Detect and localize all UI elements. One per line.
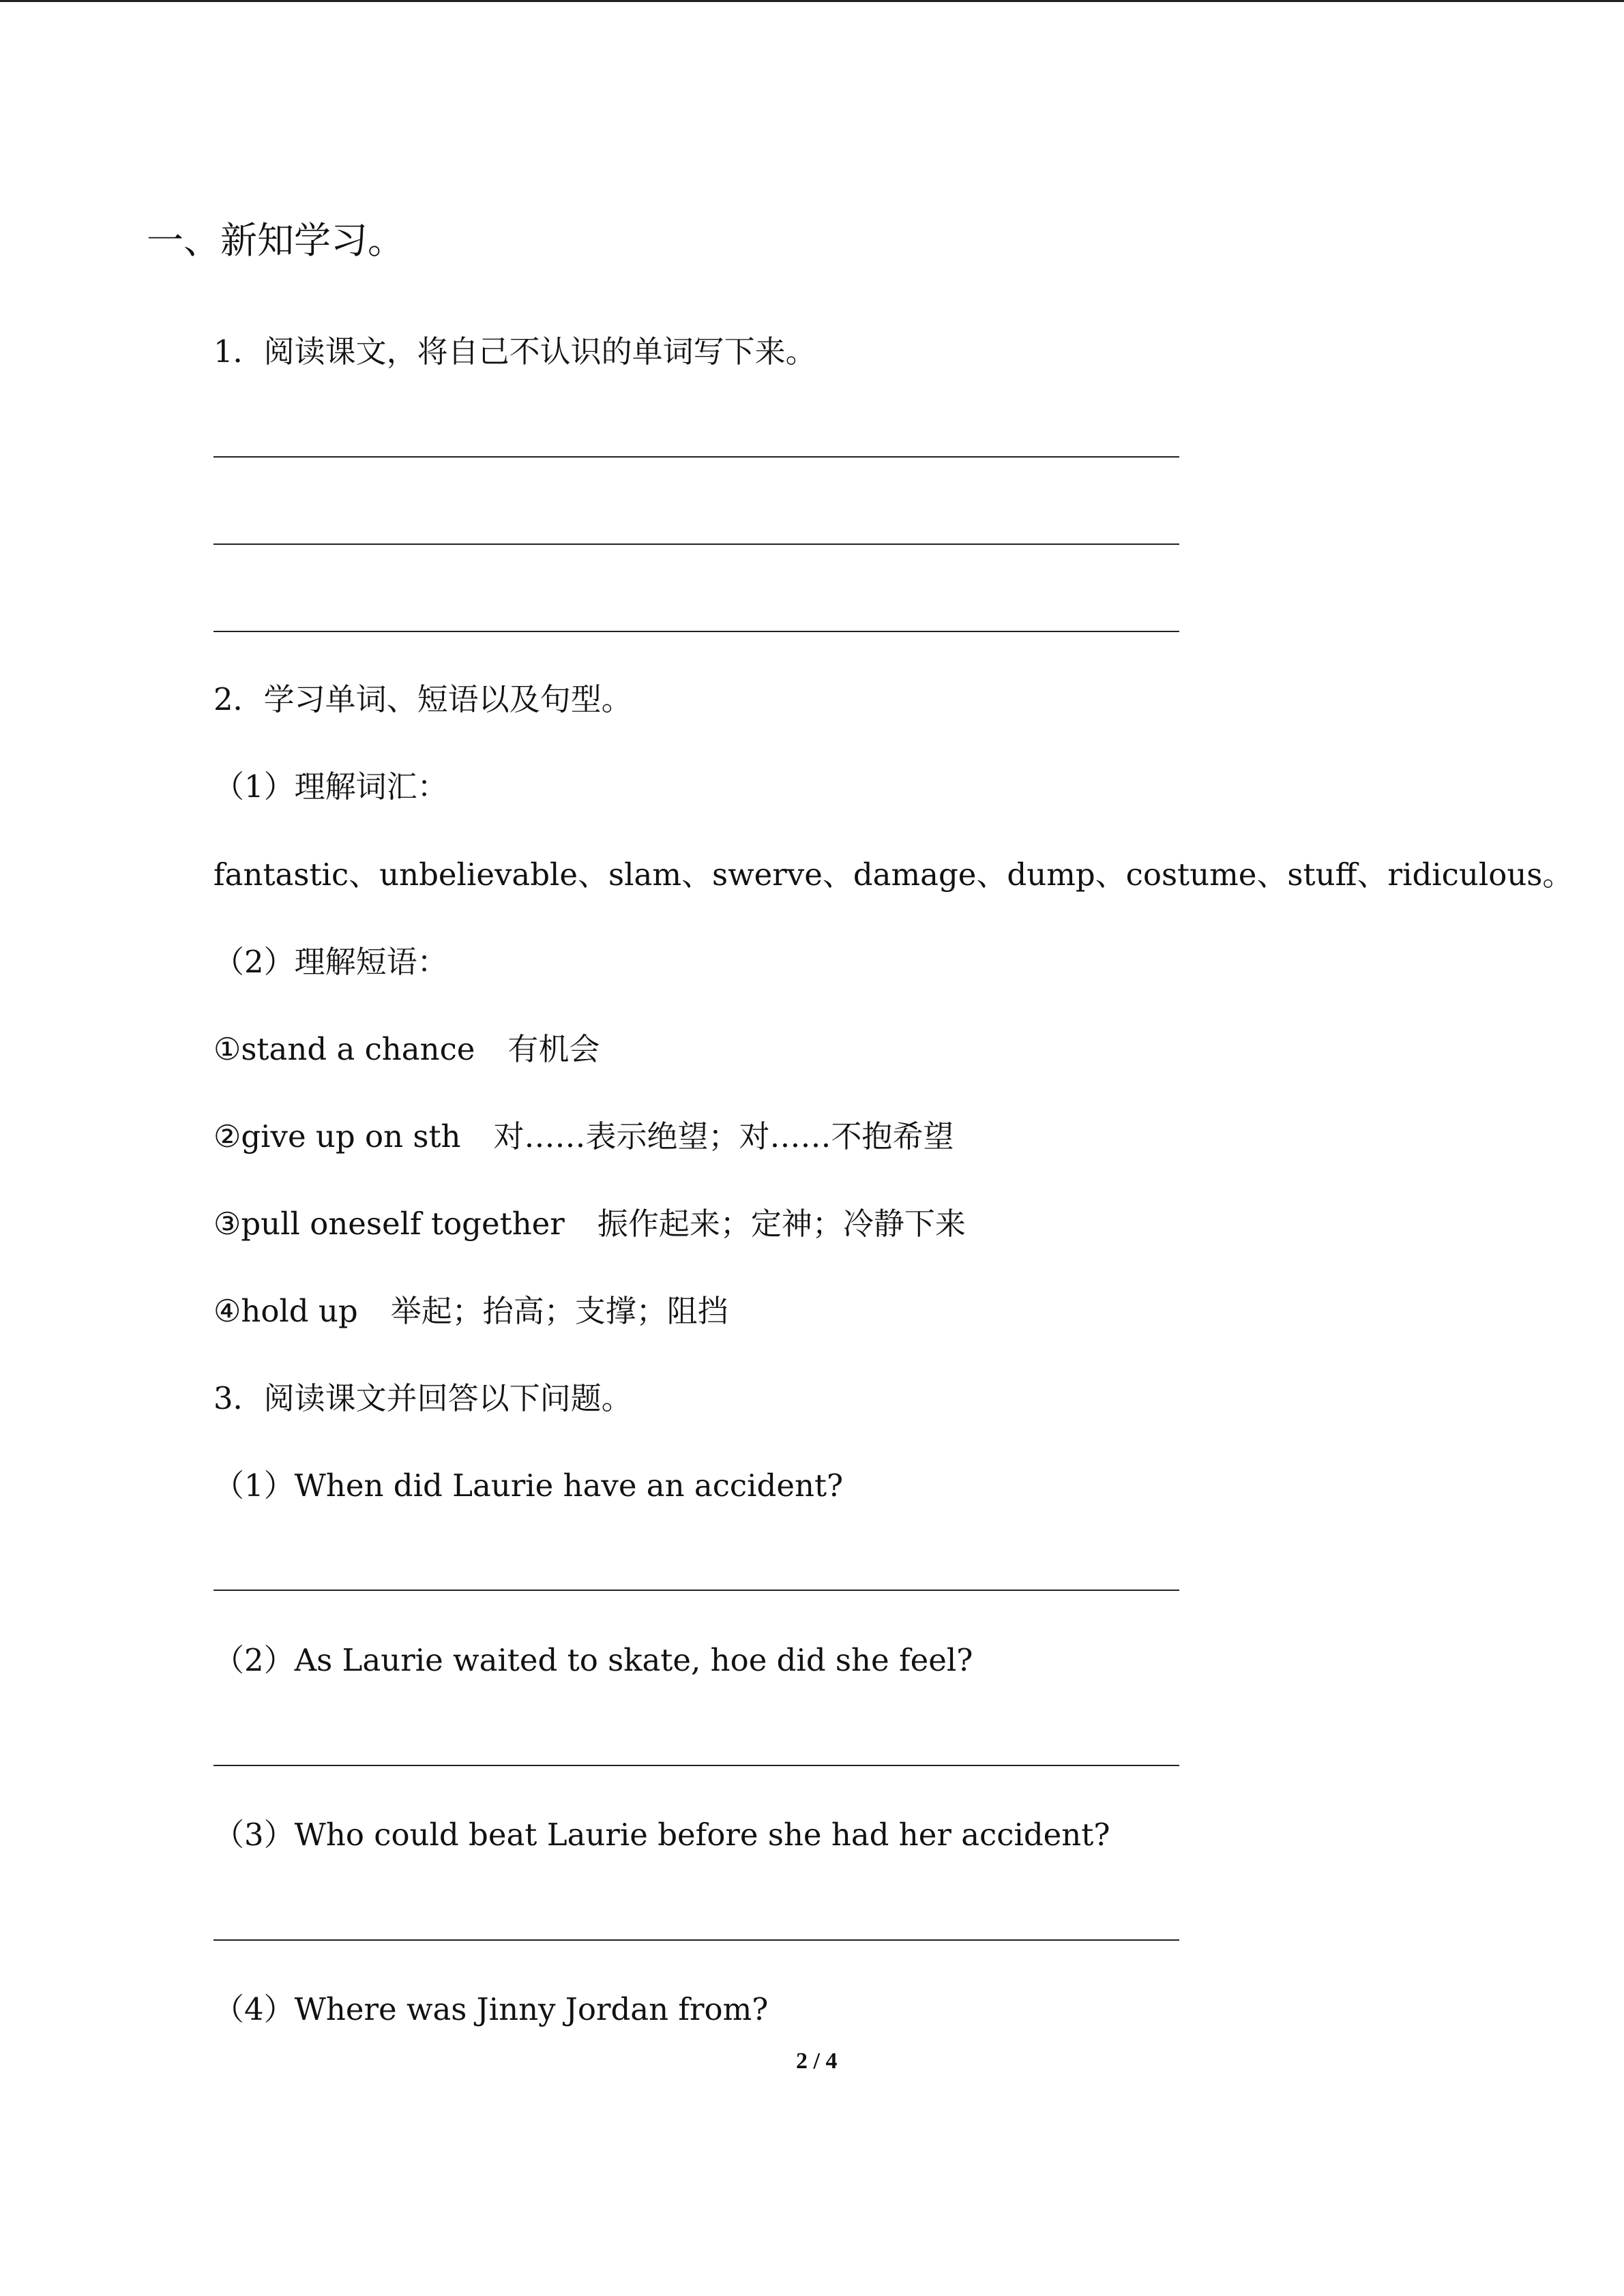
phrase-term: give up on sth [241,1118,461,1154]
phrase-marker: ① [213,1031,241,1067]
phrase-meaning: 有机会 [507,1031,600,1067]
question: （4）Where was Jinny Jordan from? [213,1991,769,2027]
phrase-meaning: 振作起来；定神；冷静下来 [597,1206,966,1242]
question: （1）When did Laurie have an accident? [213,1467,844,1504]
vocab-heading: （1）理解词汇： [213,769,448,805]
answer-line[interactable] [213,456,1179,458]
phrase-item [213,1293,728,1329]
answer-line[interactable] [213,543,1179,545]
phrase-item [213,1118,954,1154]
phrase-heading: （2）理解短语： [213,944,448,980]
task2-prompt: 2．学习单词、短语以及句型。 [213,681,632,717]
question: （2）As Laurie waited to skate, hoe did she feel? [213,1642,973,1678]
answer-line[interactable] [213,1939,1179,1941]
phrase-meaning: 举起；抬高；支撑；阻挡 [390,1293,728,1329]
answer-line[interactable] [213,1590,1179,1591]
section-title: 一、新知学习。 [147,219,404,262]
phrase-marker: ③ [213,1206,241,1242]
task1-prompt: 1．阅读课文，将自己不认识的单词写下来。 [213,333,816,370]
phrase-term: stand a chance [241,1031,475,1067]
vocab-list: fantastic、unbelievable、slam、swerve、damage、dump、costume、stuff、ridiculous。 [213,856,1574,893]
phrase-marker: ④ [213,1293,241,1329]
phrase-term: hold up [241,1293,358,1329]
phrase-marker: ② [213,1118,241,1154]
answer-line[interactable] [213,631,1179,632]
phrase-meaning: 对……表示绝望；对……不抱希望 [493,1118,954,1154]
top-border [0,0,1624,2]
page-number: 2 / 4 [796,2048,838,2074]
phrase-item [213,1206,966,1242]
phrase-term: pull oneself together [241,1206,565,1242]
answer-line[interactable] [213,1765,1179,1766]
task3-prompt: 3．阅读课文并回答以下问题。 [213,1380,632,1416]
question: （3）Who could beat Laurie before she had her accident? [213,1817,1110,1853]
phrase-item [213,1031,600,1067]
